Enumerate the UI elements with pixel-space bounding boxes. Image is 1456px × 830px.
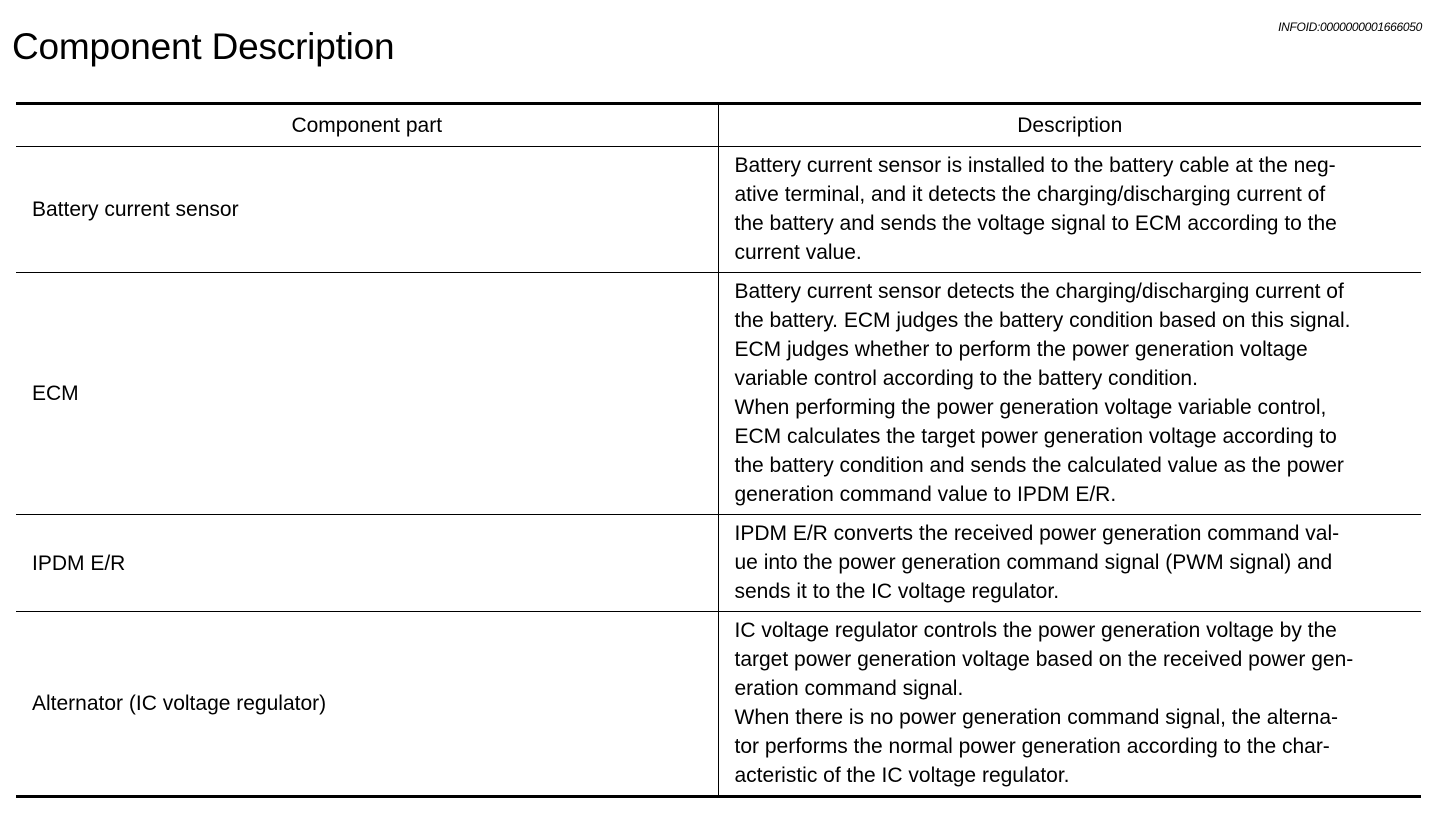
- table-row: [16, 515, 1421, 612]
- component-table: [16, 102, 1421, 798]
- description-line: IC voltage regulator controls the power generation voltage by the: [734, 619, 1337, 642]
- description-cell: [718, 515, 1421, 612]
- description-line: the battery condition and sends the calculated value as the power: [734, 454, 1344, 477]
- table-row: [16, 612, 1421, 797]
- page-title: Component Description: [12, 25, 395, 67]
- table-row: [16, 273, 1421, 515]
- description-line: variable control according to the battery condition.: [734, 367, 1198, 390]
- description-cell: [718, 147, 1421, 273]
- description-line: Battery current sensor is installed to the battery cable at the neg-: [734, 154, 1336, 177]
- component-description-table: [16, 102, 1421, 798]
- component-part-cell: ECM: [16, 273, 718, 515]
- description-line: ative terminal, and it detects the charging/discharging current of: [734, 183, 1326, 206]
- description-line: the battery. ECM judges the battery condition based on this signal.: [734, 309, 1351, 332]
- column-header-component-part: Component part: [16, 104, 718, 147]
- description-line: When there is no power generation command signal, the alterna-: [734, 706, 1339, 729]
- description-line: target power generation voltage based on the received power gen-: [734, 648, 1354, 671]
- description-line: generation command value to IPDM E/R.: [734, 483, 1117, 506]
- description-line: ECM calculates the target power generation voltage according to: [734, 425, 1337, 448]
- description-line: eration command signal.: [734, 677, 964, 700]
- component-part-cell: Alternator (IC voltage regulator): [16, 612, 718, 797]
- description-line: tor performs the normal power generation according to the char-: [734, 735, 1330, 758]
- description-line: sends it to the IC voltage regulator.: [734, 580, 1060, 603]
- description-cell: [718, 612, 1421, 797]
- table-row: [16, 147, 1421, 273]
- description-line: IPDM E/R converts the received power generation command val-: [734, 522, 1340, 545]
- description-line: acteristic of the IC voltage regulator.: [734, 764, 1070, 787]
- column-header-description: Description: [718, 104, 1421, 147]
- description-line: current value.: [734, 241, 862, 264]
- info-id: INFOID:0000000001666050: [1278, 20, 1422, 34]
- description-cell: [718, 273, 1421, 515]
- component-part-cell: IPDM E/R: [16, 515, 718, 612]
- component-part-cell: Battery current sensor: [16, 147, 718, 273]
- description-line: Battery current sensor detects the charging/discharging current of: [734, 280, 1344, 303]
- description-line: the battery and sends the voltage signal to ECM according to the: [734, 212, 1337, 235]
- description-line: When performing the power generation voltage variable control,: [734, 396, 1327, 419]
- description-line: ue into the power generation command signal (PWM signal) and: [734, 551, 1333, 574]
- table-header-row: [16, 104, 1421, 147]
- description-line: ECM judges whether to perform the power generation voltage: [734, 338, 1308, 361]
- table-body: [16, 147, 1421, 797]
